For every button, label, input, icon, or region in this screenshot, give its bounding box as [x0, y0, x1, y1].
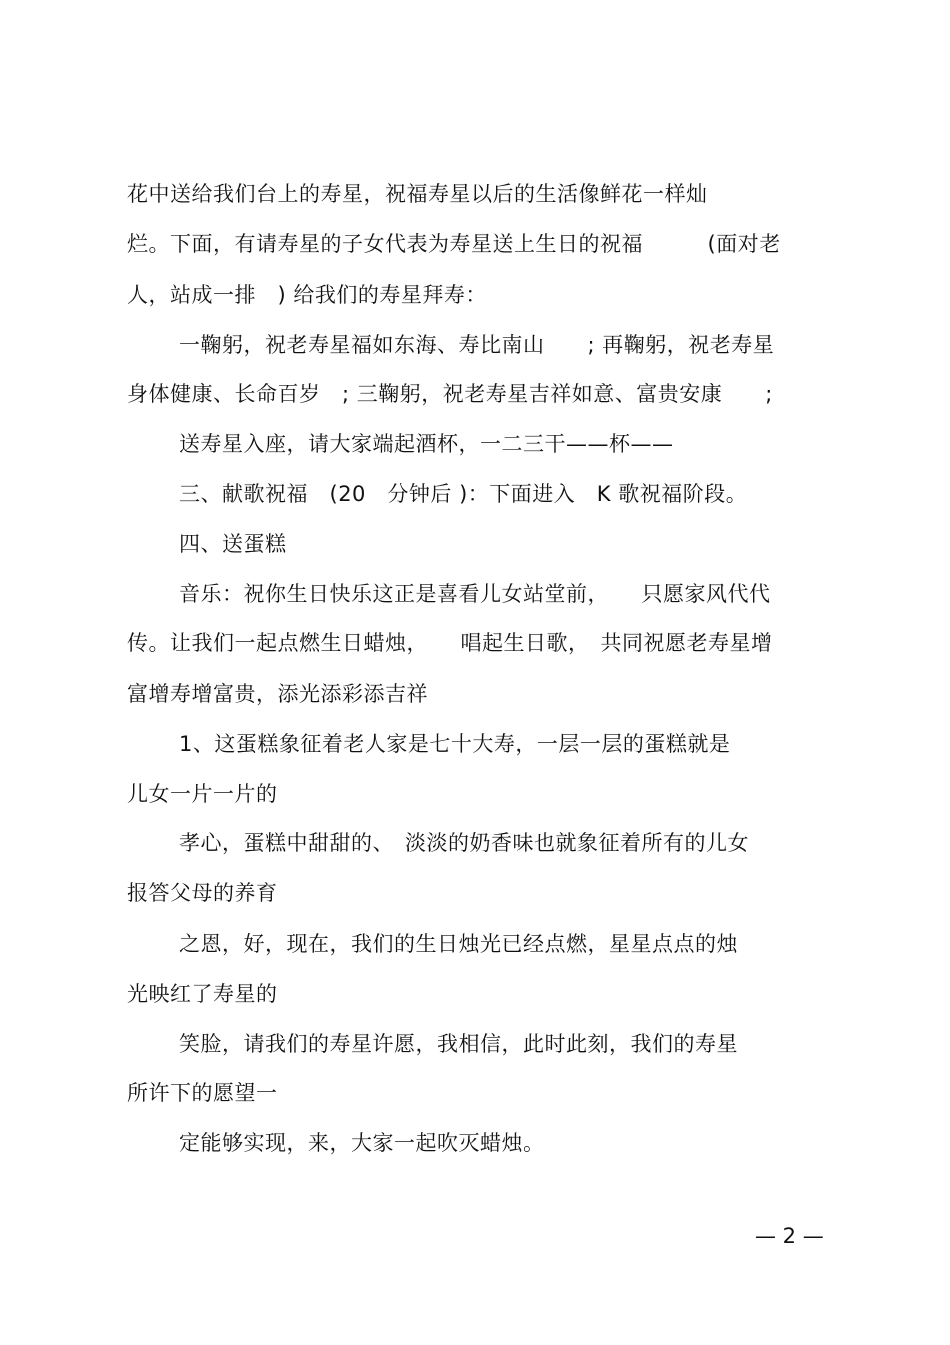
text-line-5: 身体健康、长命百岁 ; 三鞠躬，祝老寿星吉祥如意、富贵安康 ;: [127, 382, 773, 406]
text-line-11: 富增寿增富贵，添光添彩添吉祥: [127, 682, 428, 706]
text-line-6: 送寿星入座，请大家端起酒杯，一二三干——杯——: [179, 432, 674, 456]
text-line-4: 一鞠躬，祝老寿星福如东海、寿比南山 ; 再鞠躬，祝老寿星: [179, 333, 775, 357]
page-number: — 2 —: [755, 1224, 824, 1248]
text-line-2: 烂。下面，有请寿星的子女代表为寿星送上生日的祝福 (面对老: [127, 232, 781, 256]
text-line-20: 定能够实现，来，大家一起吹灭蜡烛。: [179, 1131, 545, 1155]
text-line-9: 音乐：祝你生日快乐这正是喜看儿女站堂前， 只愿家风代代: [179, 582, 771, 606]
text-line-18: 笑脸，请我们的寿星许愿，我相信，此时此刻，我们的寿星: [179, 1032, 738, 1056]
text-line-7: 三、献歌祝福 (20 分钟后 )：下面进入 K 歌祝福阶段。: [179, 482, 748, 506]
text-line-17: 光映红了寿星的: [127, 982, 278, 1006]
section-heading: 四、送蛋糕: [179, 532, 287, 556]
text-line-16: 之恩，好，现在，我们的生日烛光已经点燃，星星点点的烛: [179, 932, 738, 956]
text-line-10: 传。让我们一起点燃生日蜡烛， 唱起生日歌， 共同祝愿老寿星增: [127, 631, 773, 655]
text-line-1: 花中送给我们台上的寿星，祝福寿星以后的生活像鲜花一样灿: [127, 182, 708, 206]
text-line-12: 1、这蛋糕象征着老人家是七十大寿，一层一层的蛋糕就是: [179, 732, 731, 756]
text-line-3: 人，站成一排 ) 给我们的寿星拜寿：: [127, 283, 487, 307]
text-line-15: 报答父母的养育: [127, 881, 278, 905]
text-line-13: 儿女一片一片的: [127, 782, 278, 806]
text-line-19: 所许下的愿望一: [127, 1081, 278, 1105]
text-line-14: 孝心，蛋糕中甜甜的、 淡淡的奶香味也就象征着所有的儿女: [179, 831, 749, 855]
